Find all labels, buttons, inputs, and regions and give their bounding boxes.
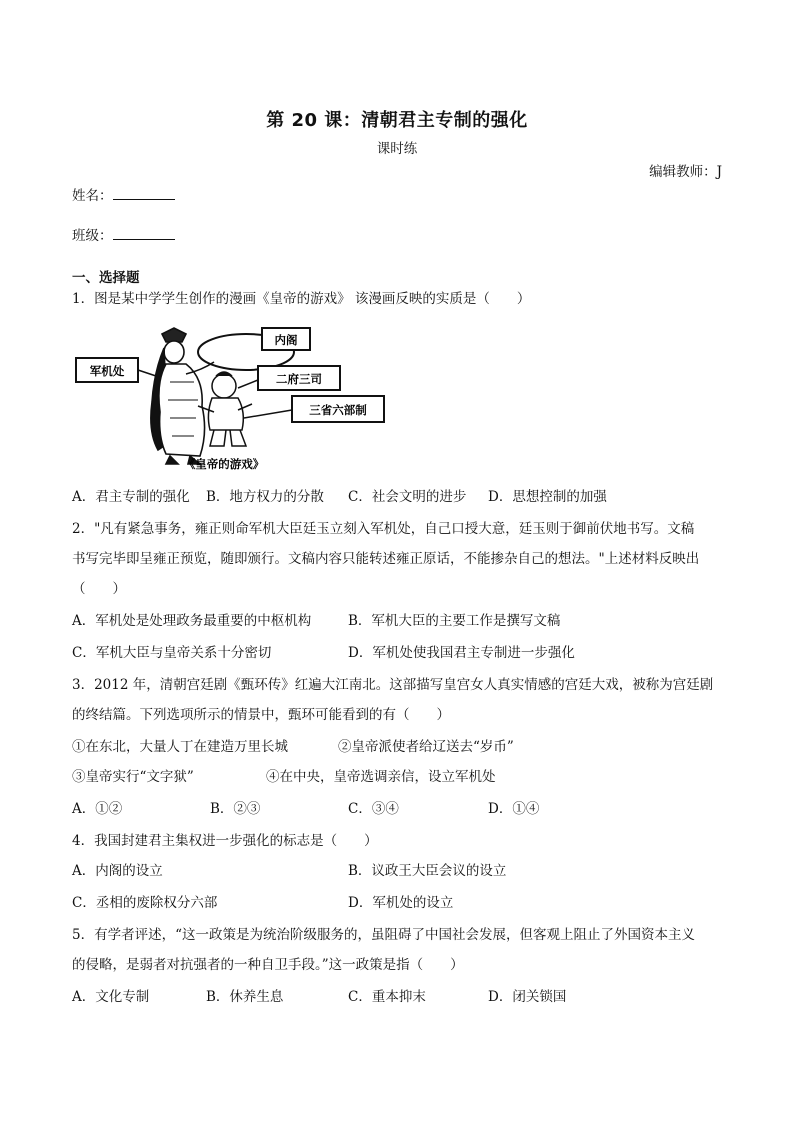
q5-option-a[interactable]: A．文化专制 [72, 989, 150, 1005]
box-sansheng-label: 三省六部制 [309, 403, 367, 417]
q2-option-c[interactable]: C．军机大臣与皇帝关系十分密切 [72, 645, 272, 661]
cartoon-drawing [74, 322, 394, 482]
q3-item-2: ②皇帝派使者给辽送去“岁币” [338, 739, 514, 755]
q3-item-3: ③皇帝实行“文字狱” [72, 769, 194, 785]
q1-option-a[interactable]: A．君主专制的强化 [72, 489, 190, 505]
box-erfu-label: 二府三司 [276, 372, 322, 386]
q3-option-a[interactable]: A．①② [72, 801, 123, 817]
q2-option-d[interactable]: D．军机处使我国君主专制进一步强化 [348, 645, 575, 661]
q3-line-2: 的终结篇。下列选项所示的情景中，甄环可能看到的有（ ） [72, 707, 450, 723]
pointer-junjichu [138, 370, 156, 376]
q1-stem: 1．图是某中学学生创作的漫画《皇帝的游戏》 该漫画反映的实质是（ ） [72, 291, 531, 307]
pointer-sansheng [244, 410, 292, 418]
q3-line-1: 3．2012 年，清朝宫廷剧《甄环传》红遍大江南北。这部描写皇宫女人真实情感的宫廷大戏，被称为宫廷剧 [72, 677, 714, 693]
box-junjichu-label: 军机处 [89, 364, 125, 378]
q3-item-4: ④在中央，皇帝选调亲信，设立军机处 [266, 769, 496, 785]
q1-option-d[interactable]: D．思想控制的加强 [488, 489, 607, 505]
name-label: 姓名： [72, 188, 113, 204]
page-subtitle: 课时练 [376, 141, 418, 157]
q4-option-c[interactable]: C．丞相的废除权分六部 [72, 895, 218, 911]
pointer-erfu [238, 380, 258, 388]
cartoon-figure [74, 322, 394, 482]
box-neige-label: 内阁 [274, 333, 298, 347]
q4-stem: 4．我国封建君主集权进一步强化的标志是（ ） [72, 833, 378, 849]
name-blank [113, 187, 175, 200]
q2-line-2: 书写完毕即呈雍正预览，随即颁行。文稿内容只能转述雍正原话，不能掺杂自己的想法。"上述材料反映出 [72, 551, 700, 567]
q5-line-1: 5．有学者评述，“这一政策是为统治阶级服务的，虽阻碍了中国社会发展，但客观上阻止了外国资本主义 [72, 927, 695, 943]
section-title: 一、选择题 [72, 270, 140, 286]
q2-option-b[interactable]: B．军机大臣的主要工作是撰写文稿 [348, 613, 561, 629]
editor-label: 编辑教师：J [649, 164, 722, 180]
q5-line-2: 的侵略，是弱者对抗强者的一种自卫手段。”这一政策是指（ ） [72, 957, 464, 973]
q4-option-d[interactable]: D．军机处的设立 [348, 895, 454, 911]
q1-option-b[interactable]: B．地方权力的分散 [206, 489, 324, 505]
cartoon-caption: 《皇帝的游戏》 [183, 457, 265, 471]
q4-option-a[interactable]: A．内阁的设立 [72, 863, 163, 879]
q5-option-b[interactable]: B．休养生息 [206, 989, 284, 1005]
class-field [72, 224, 175, 244]
class-label: 班级： [72, 228, 113, 244]
q2-line-1: 2．"凡有紧急事务，雍正则命军机大臣廷玉立刻入军机处，自己口授大意，廷玉则于御前伏地书写。文稿 [72, 521, 695, 537]
q1-option-c[interactable]: C．社会文明的进步 [348, 489, 467, 505]
q5-option-c[interactable]: C．重本抑末 [348, 989, 426, 1005]
name-field [72, 184, 175, 204]
q3-option-b[interactable]: B．②③ [210, 801, 261, 817]
q5-option-d[interactable]: D．闭关锁国 [488, 989, 567, 1005]
class-blank [113, 227, 175, 240]
q3-item-1: ①在东北，大量人丁在建造万里长城 [72, 739, 288, 755]
page-title: 第 20 课：清朝君主专制的强化 [266, 110, 528, 131]
child-figure [198, 372, 252, 446]
q2-option-a[interactable]: A．军机处是处理政务最重要的中枢机构 [72, 613, 312, 629]
emperor-figure [151, 328, 214, 464]
q4-option-b[interactable]: B．议政王大臣会议的设立 [348, 863, 507, 879]
q2-line-3: （ ） [72, 581, 126, 597]
q3-option-d[interactable]: D．①④ [488, 801, 540, 817]
q3-option-c[interactable]: C．③④ [348, 801, 399, 817]
